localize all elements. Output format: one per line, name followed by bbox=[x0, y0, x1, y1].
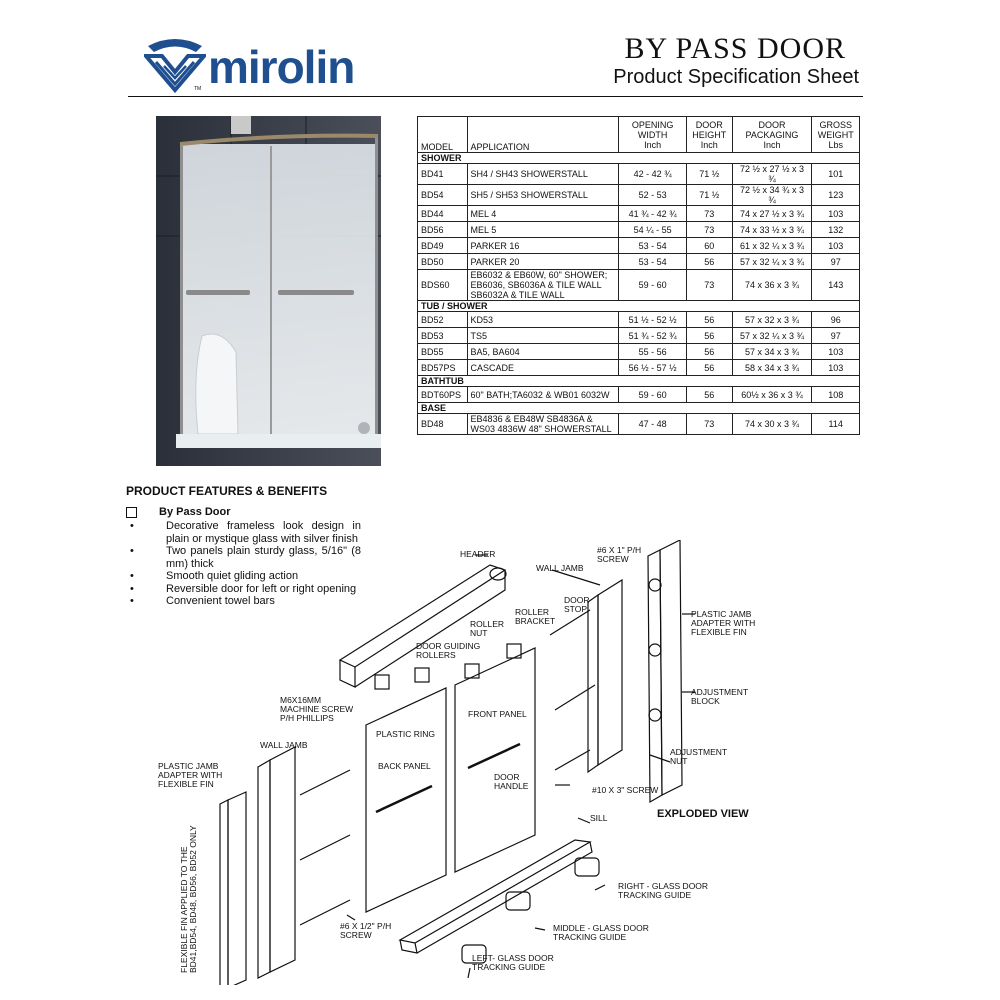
label-door-stop: DOOR STOP bbox=[564, 595, 590, 614]
label-flexible-fin-note: FLEXIBLE FIN APPLIED TO THE BD41,BD54, BD48, BD56, BD52 ONLY bbox=[179, 825, 198, 973]
table-row bbox=[418, 312, 860, 328]
table-row bbox=[418, 328, 860, 344]
table-cell: BD56 bbox=[418, 222, 468, 238]
table-cell: 123 bbox=[812, 185, 860, 206]
table-cell: 132 bbox=[812, 222, 860, 238]
product-photo bbox=[156, 116, 381, 466]
table-cell: 71 ½ bbox=[687, 164, 733, 185]
table-cell: 57 x 32 ¼ x 3 ¾ bbox=[732, 254, 812, 270]
table-cell: BD52 bbox=[418, 312, 468, 328]
table-cell: BD55 bbox=[418, 344, 468, 360]
table-row bbox=[418, 185, 860, 206]
feature-item bbox=[126, 506, 361, 518]
table-cell: 72 ½ x 34 ¾ x 3 ¾ bbox=[732, 185, 812, 206]
label-sill: SILL bbox=[590, 813, 608, 823]
table-row bbox=[418, 206, 860, 222]
table-row bbox=[418, 344, 860, 360]
table-cell: 57 x 32 x 3 ¾ bbox=[732, 312, 812, 328]
table-cell: 56 bbox=[687, 344, 733, 360]
label-roller-bracket: ROLLER BRACKET bbox=[515, 607, 556, 626]
bullet-item: • Decorative frameless look design in plain or mystique glass with silver finish bbox=[126, 520, 361, 545]
label-wall-jamb-left: WALL JAMB bbox=[260, 740, 308, 750]
features-title: PRODUCT FEATURES & BENEFITS bbox=[126, 484, 328, 498]
label-middle-guide: MIDDLE - GLASS DOOR TRACKING GUIDE bbox=[553, 923, 649, 942]
table-cell: 55 - 56 bbox=[619, 344, 687, 360]
table-cell: 73 bbox=[687, 414, 733, 435]
col-packaging: DOOR PACKAGING Inch bbox=[732, 117, 812, 153]
table-cell: 60 bbox=[687, 238, 733, 254]
table-cell: 108 bbox=[812, 387, 860, 403]
exploded-view-diagram bbox=[150, 540, 850, 985]
table-cell: SH4 / SH43 SHOWERSTALL bbox=[467, 164, 619, 185]
table-cell: BDT60PS bbox=[418, 387, 468, 403]
table-cell: 74 x 27 ½ x 3 ¾ bbox=[732, 206, 812, 222]
table-cell: 58 x 34 x 3 ¾ bbox=[732, 360, 812, 376]
label-plastic-jamb-left: PLASTIC JAMB ADAPTER WITH FLEXIBLE FIN bbox=[158, 761, 223, 789]
table-cell: SH5 / SH53 SHOWERSTALL bbox=[467, 185, 619, 206]
col-height: DOOR HEIGHT Inch bbox=[687, 117, 733, 153]
table-cell: 72 ½ x 27 ½ x 3 ¾ bbox=[732, 164, 812, 185]
label-back-panel: BACK PANEL bbox=[378, 761, 431, 771]
table-cell: 59 - 60 bbox=[619, 387, 687, 403]
table-cell: 60½ x 36 x 3 ¾ bbox=[732, 387, 812, 403]
table-row bbox=[418, 360, 860, 376]
table-cell: 74 x 30 x 3 ¾ bbox=[732, 414, 812, 435]
table-cell: 60" BATH;TA6032 & WB01 6032W bbox=[467, 387, 619, 403]
table-cell: BD50 bbox=[418, 254, 468, 270]
label-screw-6x-half: #6 X 1/2" P/H SCREW bbox=[340, 921, 392, 940]
table-cell: 61 x 32 ¼ x 3 ¾ bbox=[732, 238, 812, 254]
table-row bbox=[418, 222, 860, 238]
table-cell: 56 bbox=[687, 328, 733, 344]
table-cell: 56 ½ - 57 ½ bbox=[619, 360, 687, 376]
section-row bbox=[418, 153, 860, 164]
bullet-item: • Smooth quiet gliding action bbox=[126, 570, 361, 583]
label-plastic-jamb-right: PLASTIC JAMB ADAPTER WITH FLEXIBLE FIN bbox=[691, 609, 756, 637]
page-subtitle: Product Specification Sheet bbox=[613, 66, 859, 88]
table-cell: EB4836 & EB48W SB4836A & WS03 4836W 48" SHOWERSTALL bbox=[467, 414, 619, 435]
label-right-guide: RIGHT - GLASS DOOR TRACKING GUIDE bbox=[618, 881, 709, 900]
section-label: BASE bbox=[418, 403, 860, 414]
section-row bbox=[418, 376, 860, 387]
table-cell: BD49 bbox=[418, 238, 468, 254]
bullet-item: • Convenient towel bars bbox=[126, 595, 361, 608]
table-cell: MEL 5 bbox=[467, 222, 619, 238]
table-cell: 57 x 32 ¼ x 3 ¾ bbox=[732, 328, 812, 344]
table-cell: 97 bbox=[812, 254, 860, 270]
table-cell: 103 bbox=[812, 344, 860, 360]
table-cell: 74 x 33 ½ x 3 ¾ bbox=[732, 222, 812, 238]
page-title: BY PASS DOOR bbox=[624, 32, 846, 65]
table-cell: TS5 bbox=[467, 328, 619, 344]
table-cell: 103 bbox=[812, 238, 860, 254]
table-cell: MEL 4 bbox=[467, 206, 619, 222]
table-cell: 73 bbox=[687, 206, 733, 222]
table-cell: 143 bbox=[812, 270, 860, 301]
header-divider bbox=[128, 96, 863, 97]
table-row bbox=[418, 164, 860, 185]
table-row bbox=[418, 254, 860, 270]
table-cell: BDS60 bbox=[418, 270, 468, 301]
table-cell: PARKER 20 bbox=[467, 254, 619, 270]
table-cell: KD53 bbox=[467, 312, 619, 328]
spec-table bbox=[417, 116, 860, 435]
table-cell: 53 - 54 bbox=[619, 254, 687, 270]
table-row bbox=[418, 238, 860, 254]
table-cell: 73 bbox=[687, 222, 733, 238]
table-cell: EB6032 & EB60W, 60" SHOWER; EB6036, SB6036A & TILE WALL SB6032A & TILE WALL bbox=[467, 270, 619, 301]
feature-item-label: By Pass Door bbox=[159, 506, 231, 518]
table-cell: 96 bbox=[812, 312, 860, 328]
table-cell: 73 bbox=[687, 270, 733, 301]
table-cell: 56 bbox=[687, 360, 733, 376]
brand-name: mirolin bbox=[208, 41, 355, 93]
table-cell: 97 bbox=[812, 328, 860, 344]
label-roller-nut: ROLLER NUT bbox=[470, 619, 505, 638]
table-cell: 47 - 48 bbox=[619, 414, 687, 435]
col-application: APPLICATION bbox=[467, 117, 619, 153]
label-wall-jamb-right: WALL JAMB bbox=[536, 563, 584, 573]
table-row bbox=[418, 414, 860, 435]
table-cell: CASCADE bbox=[467, 360, 619, 376]
table-cell: 41 ¾ - 42 ¾ bbox=[619, 206, 687, 222]
section-row bbox=[418, 301, 860, 312]
label-machine-screw: M6X16MM MACHINE SCREW P/H PHILLIPS bbox=[280, 695, 354, 723]
label-exploded-view: EXPLODED VIEW bbox=[657, 808, 749, 820]
table-cell: 101 bbox=[812, 164, 860, 185]
label-door-guiding-rollers: DOOR GUIDING ROLLERS bbox=[416, 641, 481, 660]
table-cell: 56 bbox=[687, 312, 733, 328]
table-cell: 56 bbox=[687, 387, 733, 403]
table-row bbox=[418, 270, 860, 301]
table-cell: BD41 bbox=[418, 164, 468, 185]
bullet-item: • Two panels plain sturdy glass, 5/16" (8 mm) thick bbox=[126, 545, 361, 570]
mirolin-logo bbox=[144, 38, 394, 94]
col-weight: GROSS WEIGHT Lbs bbox=[812, 117, 860, 153]
bullet-item: • Reversible door for left or right opening bbox=[126, 583, 361, 596]
table-row bbox=[418, 387, 860, 403]
table-cell: 52 - 53 bbox=[619, 185, 687, 206]
label-adjustment-nut: ADJUSTMENT NUT bbox=[670, 747, 727, 766]
section-label: TUB / SHOWER bbox=[418, 301, 860, 312]
section-label: BATHTUB bbox=[418, 376, 860, 387]
table-cell: 51 ½ - 52 ½ bbox=[619, 312, 687, 328]
table-cell: BD53 bbox=[418, 328, 468, 344]
table-cell: 71 ½ bbox=[687, 185, 733, 206]
label-plastic-ring: PLASTIC RING bbox=[376, 729, 436, 739]
exploded-view-drawing bbox=[150, 540, 850, 985]
label-screw-6x1: #6 X 1" P/H SCREW bbox=[597, 545, 642, 564]
table-cell: BD57PS bbox=[418, 360, 468, 376]
table-cell: 56 bbox=[687, 254, 733, 270]
table-cell: BD48 bbox=[418, 414, 468, 435]
table-cell: 114 bbox=[812, 414, 860, 435]
table-cell: 59 - 60 bbox=[619, 270, 687, 301]
table-cell: 74 x 36 x 3 ¾ bbox=[732, 270, 812, 301]
label-door-handle: DOOR HANDLE bbox=[494, 772, 529, 791]
table-cell: BD54 bbox=[418, 185, 468, 206]
label-adjustment-block: ADJUSTMENT BLOCK bbox=[691, 687, 748, 706]
table-cell: 103 bbox=[812, 360, 860, 376]
table-cell: 57 x 34 x 3 ¾ bbox=[732, 344, 812, 360]
table-cell: 53 - 54 bbox=[619, 238, 687, 254]
section-row bbox=[418, 403, 860, 414]
table-cell: BA5, BA604 bbox=[467, 344, 619, 360]
checkbox-icon bbox=[126, 507, 137, 518]
table-cell: PARKER 16 bbox=[467, 238, 619, 254]
label-left-guide: LEFT- GLASS DOOR TRACKING GUIDE bbox=[472, 953, 554, 972]
table-cell: 54 ¼ - 55 bbox=[619, 222, 687, 238]
col-model: MODEL bbox=[418, 117, 468, 153]
label-screw-10x3: #10 X 3" SCREW bbox=[592, 785, 659, 795]
table-cell: 103 bbox=[812, 206, 860, 222]
col-opening: OPENING WIDTH Inch bbox=[619, 117, 687, 153]
table-cell: 51 ¾ - 52 ¾ bbox=[619, 328, 687, 344]
section-label: SHOWER bbox=[418, 153, 860, 164]
table-cell: BD44 bbox=[418, 206, 468, 222]
table-cell: 42 - 42 ¾ bbox=[619, 164, 687, 185]
label-front-panel: FRONT PANEL bbox=[468, 709, 527, 719]
label-header: HEADER bbox=[460, 549, 496, 559]
trademark-mark: TM bbox=[194, 86, 202, 92]
